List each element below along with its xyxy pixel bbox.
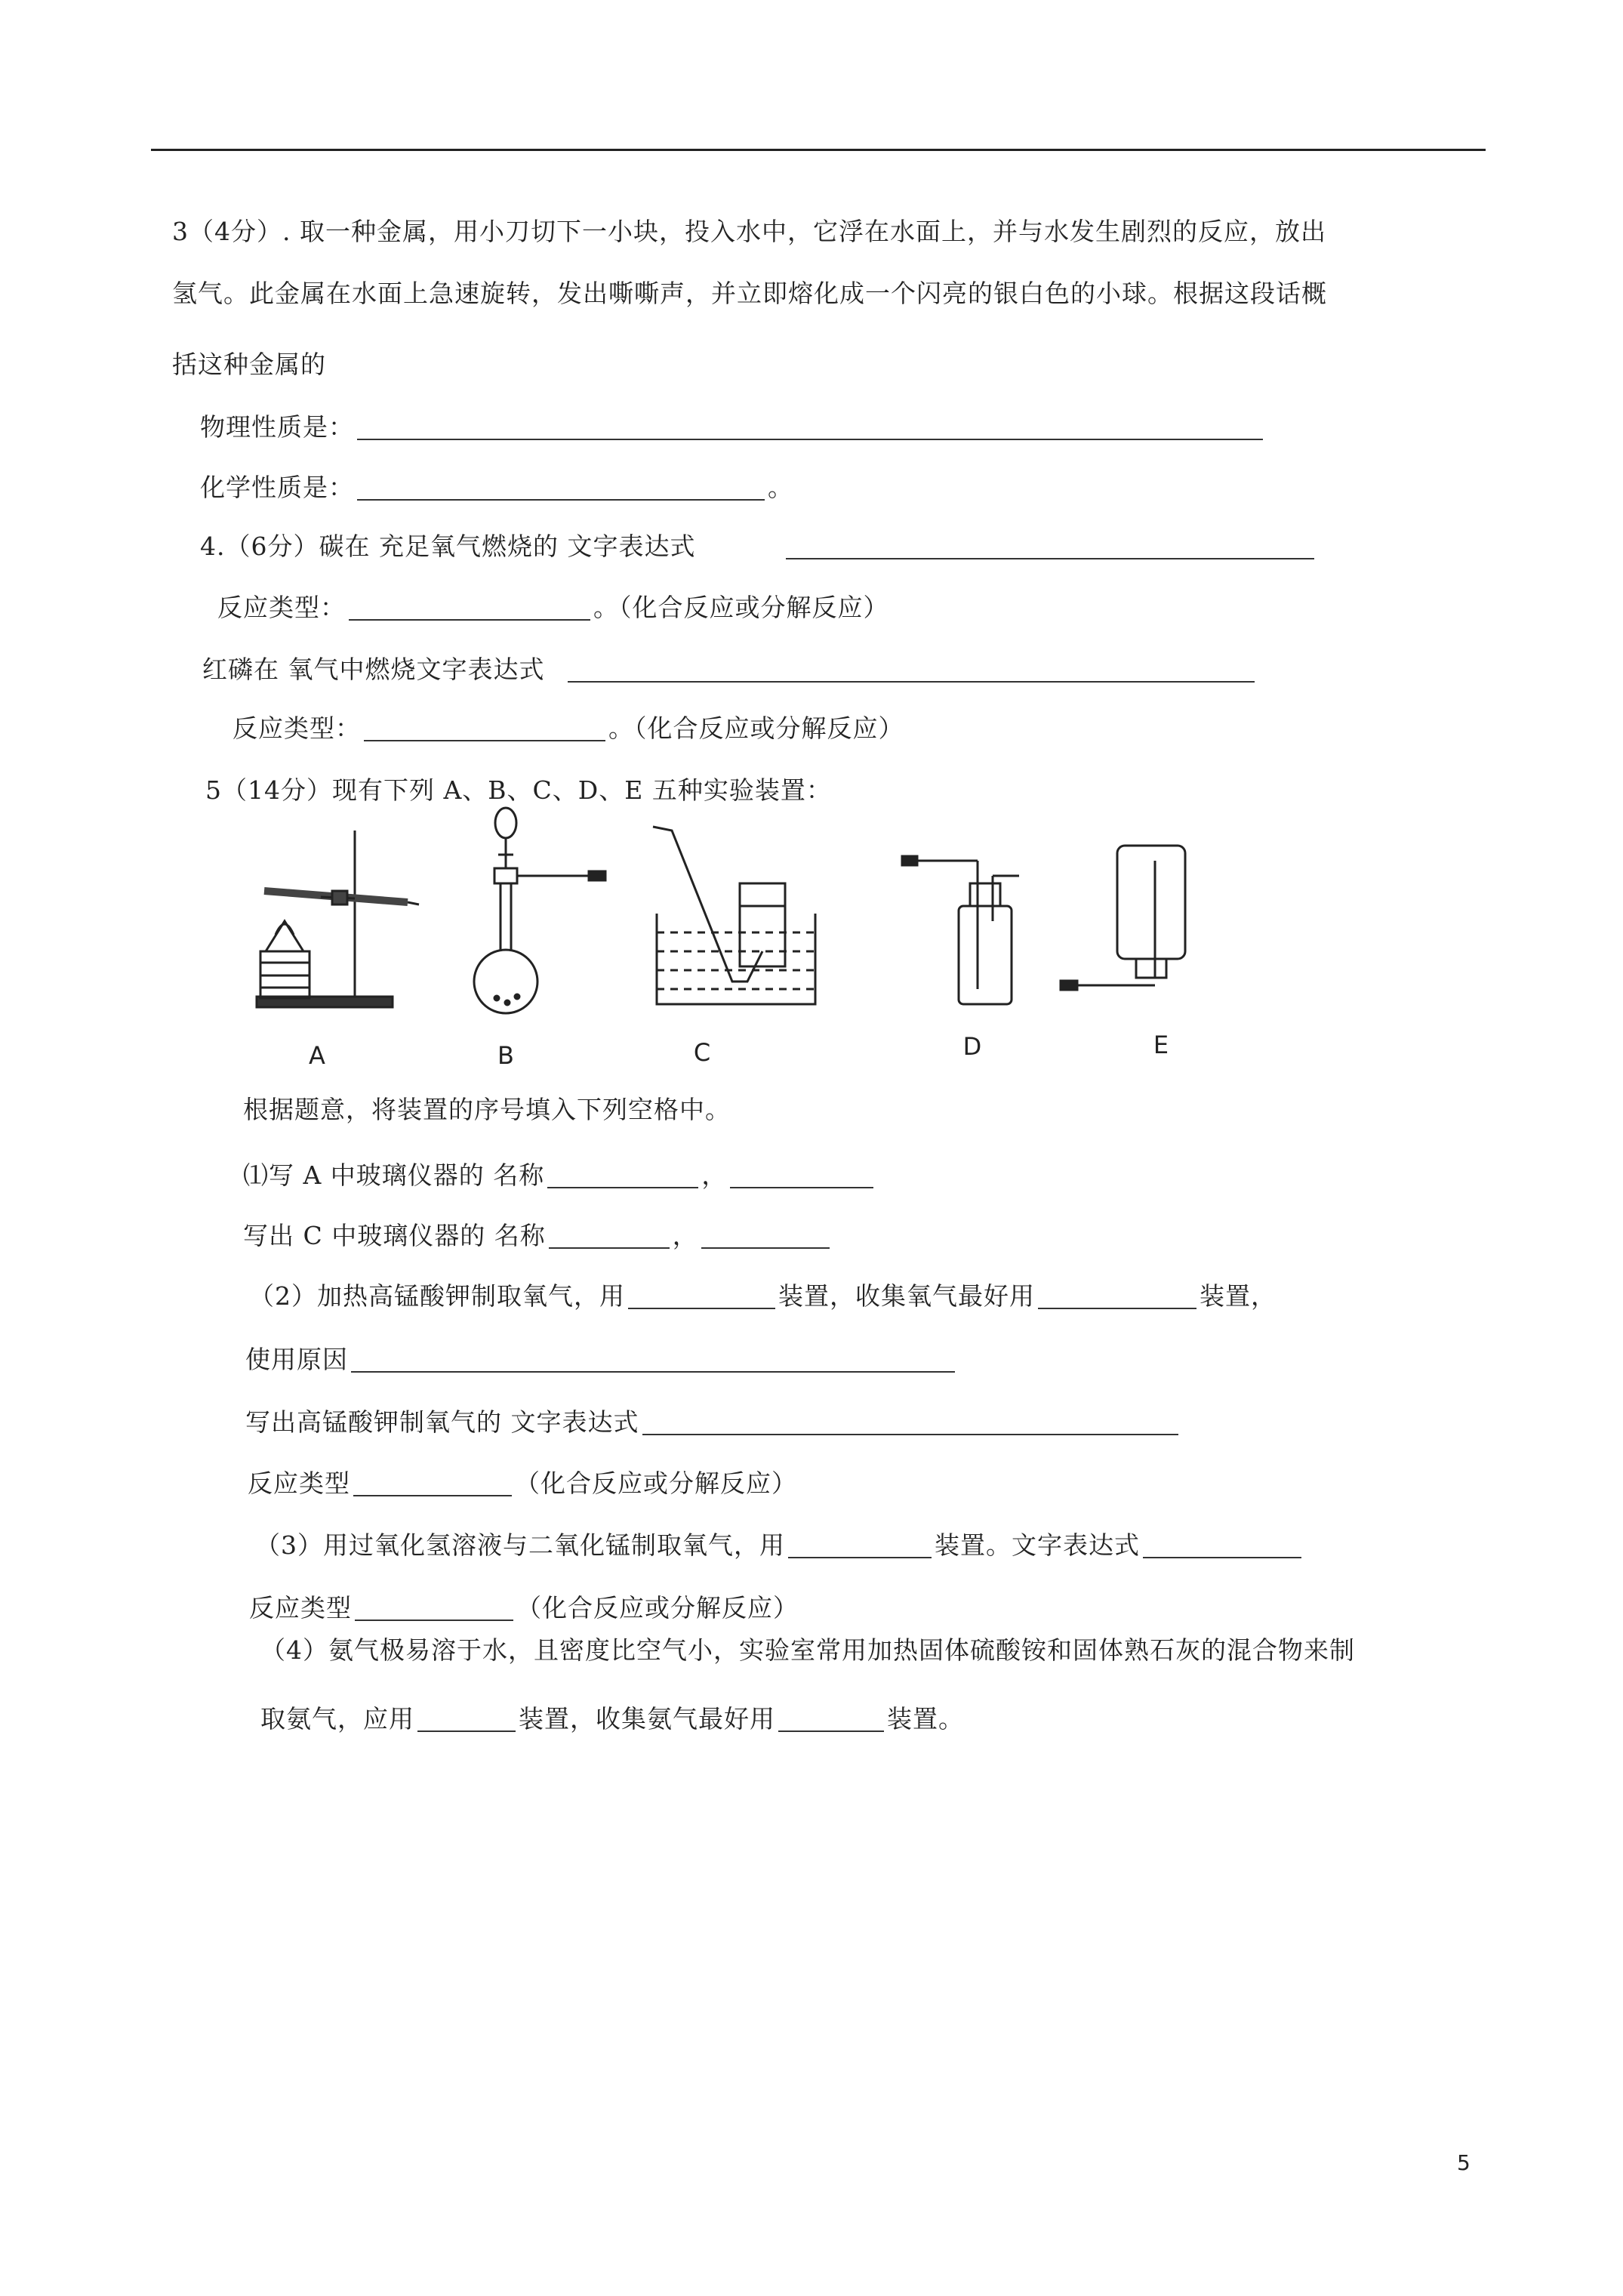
q5-p2b-blank[interactable] bbox=[351, 1347, 955, 1373]
q5-p3-type-label: 反应类型 bbox=[249, 1593, 352, 1623]
apparatus-drawing bbox=[249, 800, 1230, 1087]
label-d: D bbox=[962, 1032, 982, 1061]
q5-p1a-blank1[interactable] bbox=[547, 1163, 698, 1188]
q4-type-blank1[interactable] bbox=[349, 595, 590, 621]
q5-p3-type-hint: （化合反应或分解反应） bbox=[516, 1593, 799, 1623]
q4-type-hint1: 。（化合反应或分解反应） bbox=[593, 593, 889, 622]
q5-p4b-blank1[interactable] bbox=[417, 1706, 516, 1732]
q5-p2c-row bbox=[245, 1407, 1181, 1438]
q5-p4b-mid: 装置，收集氨气最好用 bbox=[519, 1704, 775, 1734]
q5-p1b-comma: ， bbox=[672, 1221, 698, 1250]
q4-line3: 红磷在 氧气中燃烧文字表达式 bbox=[202, 655, 545, 684]
q3-line3: 括这种金属的 bbox=[172, 350, 326, 379]
q4-carbon-blank[interactable] bbox=[786, 534, 1314, 559]
label-b: B bbox=[497, 1041, 514, 1070]
q3-line1: 3（4分）. 取一种金属，用小刀切下一小块，投入水中，它浮在水面上，并与水发生剧烈的反应，放出 bbox=[172, 217, 1326, 246]
q5-instruction: 根据题意，将装置的序号填入下列空格中。 bbox=[243, 1095, 731, 1124]
q5-p2-type-blank[interactable] bbox=[353, 1471, 512, 1496]
q3-line2: 氢气。此金属在水面上急速旋转，发出嘶嘶声，并立即熔化成一个闪亮的银白色的小球。根据这段话概 bbox=[172, 279, 1327, 308]
q3-chemical-row bbox=[200, 473, 793, 503]
q5-p2b-row bbox=[245, 1345, 958, 1375]
q4-carbon-row bbox=[200, 532, 1317, 562]
q5-p2-type-label: 反应类型 bbox=[248, 1469, 350, 1498]
q5-p2-type-row bbox=[248, 1469, 797, 1499]
q4-phosphorus-blank[interactable] bbox=[568, 657, 1255, 683]
q5-p4b-end: 装置。 bbox=[887, 1704, 964, 1734]
q5-p4b-row bbox=[260, 1704, 964, 1734]
page-number: 5 bbox=[1457, 2150, 1471, 2175]
q5-p2a-end: 装置， bbox=[1200, 1281, 1277, 1311]
apparatus-e bbox=[1061, 846, 1185, 990]
q4-line1: 4.（6分）碳在 充足氧气燃烧的 文字表达式 bbox=[200, 532, 696, 561]
q3-chemical-end: 。 bbox=[768, 473, 793, 502]
apparatus-figure bbox=[249, 800, 1230, 1087]
q5-p2a-mid: 装置，收集氧气最好用 bbox=[778, 1281, 1035, 1311]
header-rule bbox=[151, 149, 1486, 151]
q5-p4b-label: 取氨气，应用 bbox=[260, 1704, 414, 1734]
q5-p3-type-blank[interactable] bbox=[355, 1595, 513, 1621]
q3-physical-label: 物理性质是： bbox=[200, 412, 354, 442]
q3-physical-row bbox=[200, 412, 1266, 442]
q4-type-label2: 反应类型： bbox=[233, 713, 361, 743]
q4-phosphorus-row bbox=[202, 655, 1258, 685]
q5-p4a: （4）氨气极易溶于水，且密度比空气小，实验室常用加热固体硫酸铵和固体熟石灰的混合物来制 bbox=[260, 1635, 1355, 1665]
q4-type-row2 bbox=[233, 713, 904, 744]
q3-chemical-blank[interactable] bbox=[357, 475, 765, 501]
q5-p3-type-row bbox=[249, 1593, 799, 1623]
label-c: C bbox=[693, 1038, 711, 1067]
q5-p2a-row bbox=[249, 1281, 1277, 1311]
q5-p3a-blank1[interactable] bbox=[788, 1533, 932, 1558]
q5-p1b-blank1[interactable] bbox=[549, 1223, 670, 1249]
q4-type-blank2[interactable] bbox=[364, 716, 605, 741]
apparatus-c bbox=[653, 827, 815, 1004]
q5-p3a-label: （3）用过氧化氢溶液与二氧化锰制取氧气，用 bbox=[255, 1530, 785, 1560]
apparatus-a bbox=[257, 831, 419, 1007]
q5-p1a-label: ⑴写 A 中玻璃仪器的 名称 bbox=[243, 1160, 545, 1190]
q5-p2b-label: 使用原因 bbox=[245, 1345, 348, 1374]
q5-p4b-blank2[interactable] bbox=[778, 1706, 884, 1732]
q4-type-label1: 反应类型： bbox=[217, 593, 346, 622]
q5-p1a-row bbox=[243, 1160, 876, 1191]
q5-p1a-comma: ， bbox=[701, 1160, 728, 1190]
apparatus-d bbox=[902, 856, 1019, 1004]
q5-p1b-blank2[interactable] bbox=[701, 1223, 830, 1249]
q5-p2a-blank2[interactable] bbox=[1038, 1284, 1196, 1309]
q5-p2a-blank1[interactable] bbox=[628, 1284, 775, 1309]
q5-p1a-blank2[interactable] bbox=[730, 1163, 873, 1188]
q4-type-hint2: 。（化合反应或分解反应） bbox=[608, 713, 904, 743]
q5-intro: 5（14分）现有下列 A、B、C、D、E 五种实验装置： bbox=[205, 775, 832, 805]
q5-p2c-label: 写出高锰酸钾制氧气的 文字表达式 bbox=[245, 1407, 639, 1437]
q5-p3a-mid: 装置。文字表达式 bbox=[935, 1530, 1140, 1560]
label-e: E bbox=[1153, 1031, 1169, 1059]
q5-p2a-label: （2）加热高锰酸钾制取氧气，用 bbox=[249, 1281, 625, 1311]
label-a: A bbox=[309, 1041, 325, 1070]
q4-type-row1 bbox=[217, 593, 889, 623]
q5-p3a-row bbox=[255, 1530, 1304, 1561]
apparatus-b bbox=[474, 808, 605, 1013]
q3-chemical-label: 化学性质是： bbox=[200, 473, 354, 502]
q5-p1b-row bbox=[243, 1221, 833, 1251]
q5-p3a-blank2[interactable] bbox=[1143, 1533, 1301, 1558]
q5-p2-type-hint: （化合反应或分解反应） bbox=[515, 1469, 797, 1498]
q5-p2c-blank[interactable] bbox=[642, 1410, 1178, 1435]
q3-physical-blank[interactable] bbox=[357, 415, 1263, 440]
q5-p1b-label: 写出 C 中玻璃仪器的 名称 bbox=[243, 1221, 546, 1250]
